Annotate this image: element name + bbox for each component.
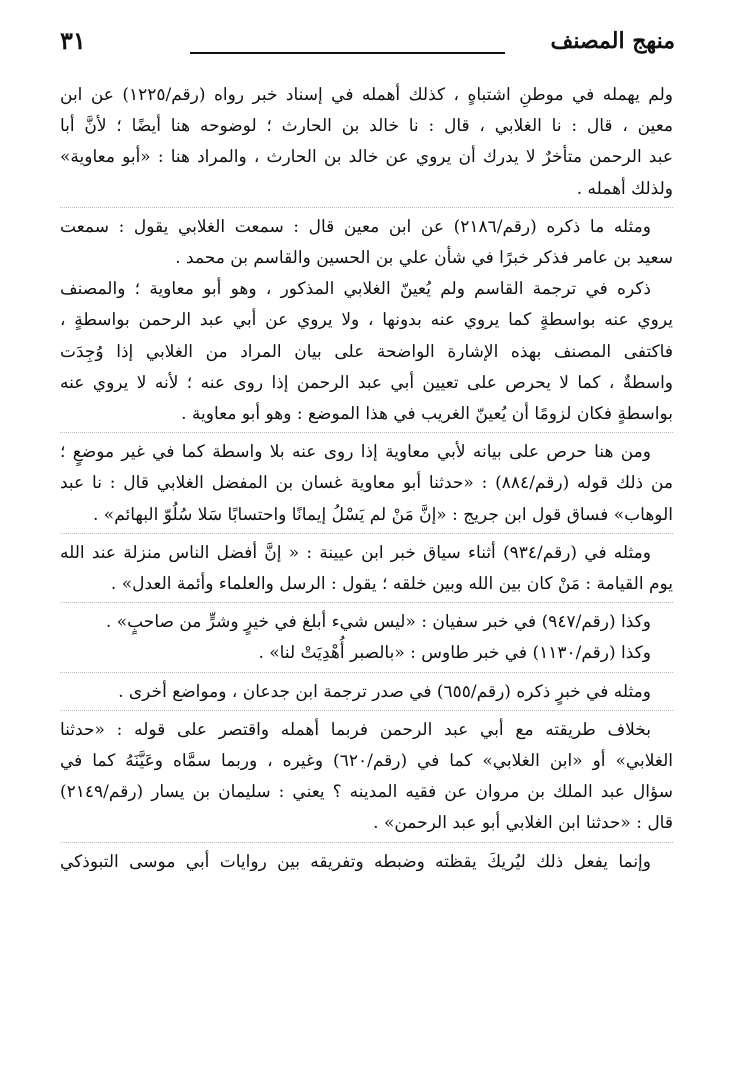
text-line: قال : «حدثنا ابن الغلابي أبو عبد الرحمن» . — [373, 813, 673, 834]
paragraph-divider — [60, 672, 673, 673]
running-title: منهج المصنف — [550, 28, 675, 54]
text-line: بواسطةٍ فكان لزومًا أن يُعينّ الغريب في هذا الموضع : وهو أبو معاوية . — [181, 404, 673, 425]
page-header — [60, 26, 675, 66]
header-rule — [190, 52, 505, 54]
text-line: وإنما يفعل ذلك ليُريكَ يقظته وضبطه وتفريقه بين روايات أبي موسى التبوذكي — [60, 851, 651, 872]
text-line: عبد الرحمن متأخرٌ لا يدرك أن يروي عن خالد بن الحارث ، والمراد هنا : «أبو معاوية» — [60, 147, 673, 168]
paragraph-divider — [60, 842, 673, 843]
body-text — [60, 80, 673, 878]
text-line: من ذلك قوله (رقم/٨٨٤) : «حدثنا أبو معاوية غسان بن المفضل الغلابي قال : نا عبد — [60, 473, 673, 494]
text-line: يوم القيامة : مَنْ كان بين الله وبين خلقه ؛ يقول : الرسل والعلماء وأئمة العدل» . — [110, 574, 673, 595]
text-line: وكذا (رقم/١١٣٠) في خبر طاوس : «بالصبر أُهْدِيَتْ لنا» . — [258, 643, 651, 664]
text-line: الغلابي» أو «ابن الغلابي» كما في (رقم/٦٢٠) وغيره ، وربما سمَّاه وعَيَّنَهُ كما في — [60, 751, 673, 772]
text-line: وكذا (رقم/٩٤٧) في خبر سفيان : «ليس شيء أبلغ في خيرٍ وشرٍّ من صاحبٍ» . — [105, 612, 651, 633]
text-line: ومثله في (رقم/٩٣٤) أثناء سياق خبر ابن عيينة : « إنَّ أفضل الناس منزلة عند الله — [60, 542, 651, 563]
text-line: ومثله في خبرٍ ذكره (رقم/٦٥٥) في صدر ترجمة ابن جدعان ، ومواضع أخرى . — [118, 681, 651, 702]
paragraph-divider — [60, 602, 673, 603]
text-line: ومن هنا حرص على بيانه لأبي معاوية إذا روى عنه بلا واسطة كما في غير موضعٍ ؛ — [60, 442, 651, 463]
paragraph-divider — [60, 207, 673, 208]
text-line: معين ، قال : نا الغلابي ، قال : نا خالد بن الحارث ؛ لوضوحه هنا أيضًا ؛ لأنَّ أبا — [60, 116, 673, 137]
text-line: سؤال عبد الملك بن مروان عن فقيه المدينه ؟ يعني : سليمان بن يسار (رقم/٢١٤٩) — [60, 782, 673, 803]
text-line: واسطةٌ ، كما لا يحرص على تعيين أبي عبد الرحمن إذا روى عنه ؛ لأنه لا يروي عنه — [60, 372, 673, 393]
text-line: سعيد بن عامر فذكر خبرًا في شأن علي بن الحسين والقاسم بن محمد . — [175, 248, 673, 269]
text-line: ولم يهمله في موطنِ اشتباهٍ ، كذلك أهمله في إسناد خبر رواه (رقم/١٢٢٥) عن ابن — [60, 85, 673, 105]
paragraph-divider — [60, 432, 673, 433]
text-line: ولذلك أهمله . — [576, 178, 673, 199]
text-line: بخلاف طريقته مع أبي عبد الرحمن فربما أهمله واقتصر على قوله : «حدثنا — [60, 719, 651, 740]
text-line: ذكره في ترجمة القاسم ولم يُعينّ الغلابي المذكور ، وهو أبو معاوية ؛ والمصنف — [60, 279, 651, 300]
text-line: فاكتفى المصنف بهذه الإشارة الواضحة على بيان المراد من الغلابي إذا وُجِدَت — [60, 341, 673, 362]
paragraph-divider — [60, 710, 673, 711]
page-number: ٣١ — [60, 26, 86, 55]
text-line: يروي عنه بواسطةٍ كما يروي عنه بدونها ، ولا يروي عن أبي عبد الرحمن بواسطةٍ ، — [60, 310, 673, 331]
paragraph-divider — [60, 533, 673, 534]
text-line: ومثله ما ذكره (رقم/٢١٨٦) عن ابن معين قال : سمعت الغلابي يقول : سمعت — [60, 216, 652, 237]
text-line: الوهاب» فساق قول ابن جريج : «إنَّ مَنْ لم يَسْلُ إيمانًا واحتسابًا سَلا سُلُوّ البهائم» . — [93, 504, 673, 525]
